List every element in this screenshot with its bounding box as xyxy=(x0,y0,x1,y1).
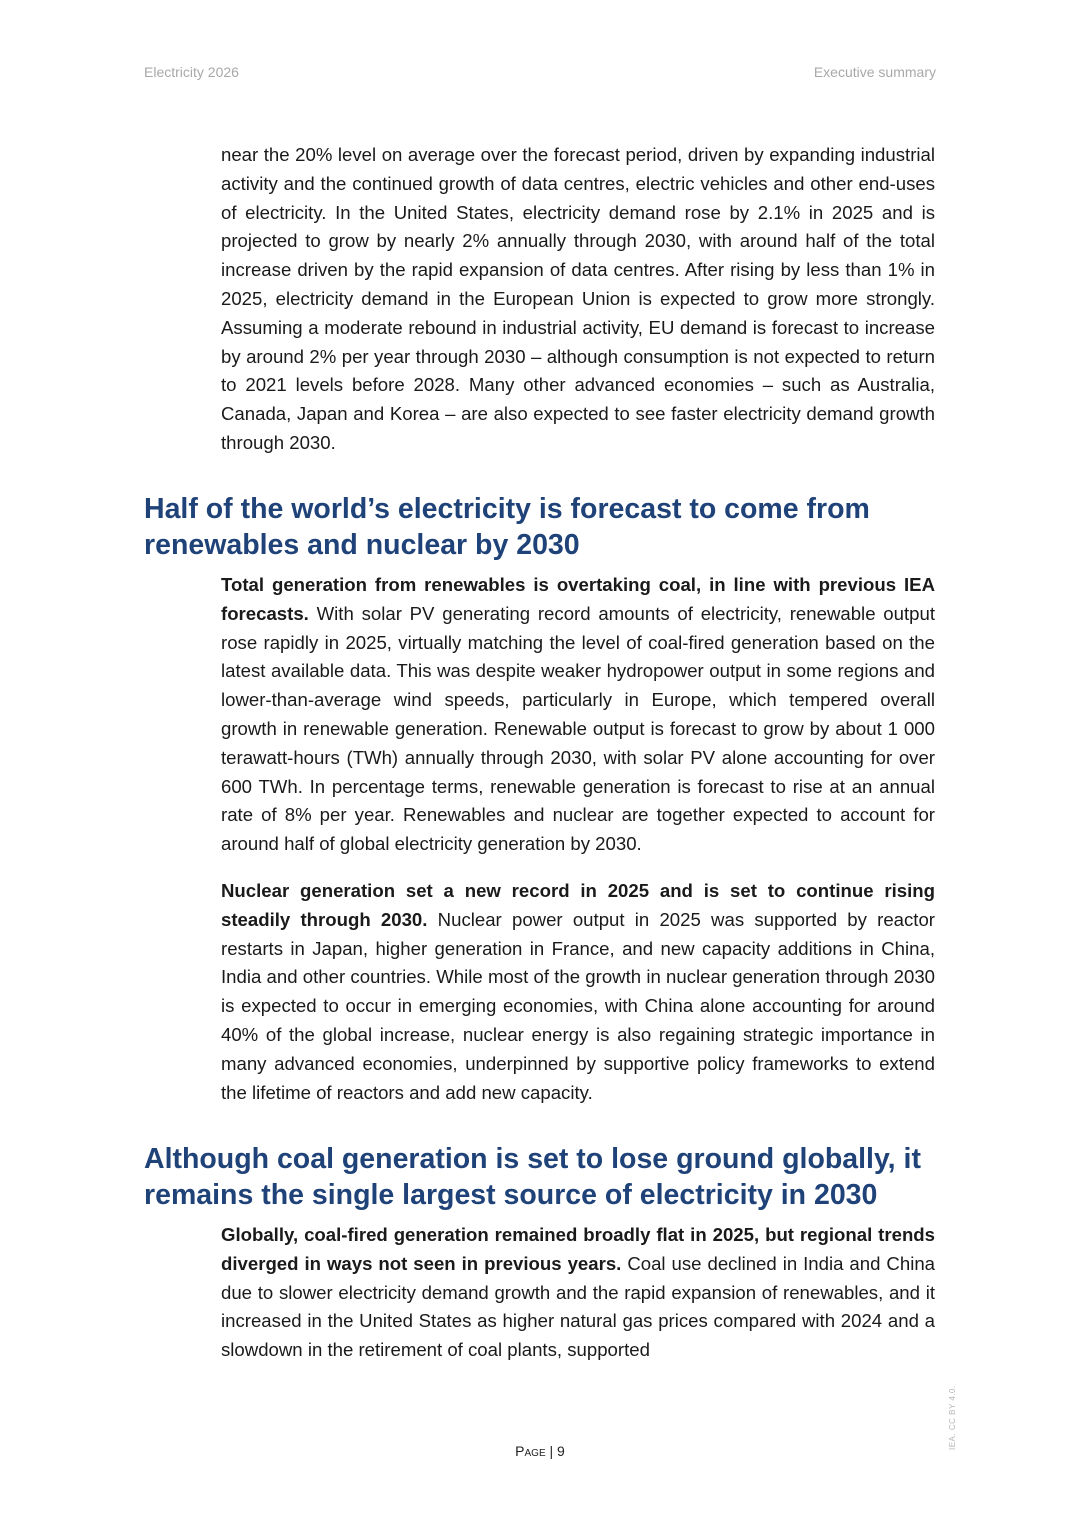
paragraph-text: Coal use declined in India and China due to slower electricity demand growth and the rapid expansion of renewables, and it increased in the United States as higher natural gas prices compared with 2024 and a slowdown in the retirement of coal plants, supported xyxy=(221,1252,936,1361)
header-report-title: Electricity 2026 xyxy=(144,64,239,80)
section-body-coal xyxy=(221,1221,935,1365)
paragraph-text: Nuclear power output in 2025 was supported by reactor restarts in Japan, higher generation in France, and new capacity additions in China, India and other countries. While most of the growth in nuclear generation through 2030 is expected to occur in emerging economies, with China alone accounting for around 40% of the global increase, nuclear energy is also regaining strategic importance in many advanced economies, underpinned by supportive policy frameworks to extend the lifetime of reactors and add new capacity. xyxy=(221,908,936,1103)
page-number-footer xyxy=(0,1443,1080,1459)
page-number: 9 xyxy=(557,1443,565,1459)
page-separator: | xyxy=(545,1443,558,1459)
section-body-renewables-nuclear xyxy=(221,571,935,1107)
license-notice: IEA. CC BY 4.0. xyxy=(948,1385,957,1450)
paragraph-lead: Nuclear generation set a new record in 2025 and is set to continue rising steadily through 2030. xyxy=(221,879,935,930)
paragraph-nuclear xyxy=(221,877,935,1107)
paragraph-lead: Total generation from renewables is overtaking coal, in line with previous IEA forecasts. xyxy=(221,574,935,624)
section-heading-renewables-nuclear: Half of the world’s electricity is forecast to come from renewables and nuclear by 2030 xyxy=(144,493,870,561)
paragraph-text: With solar PV generating record amounts of electricity, renewable output rose rapidly in 2025, virtually matching the level of coal-fired generation based on the latest available data. This was despite weaker hydropower output in some regions and lower-than-average wind speeds, particularly in Europe, which tempered overall growth in renewable generation. Renewable output is forecast to grow by about 1 000 terawatt-hours (TWh) annually through 2030, with solar PV alone accounting for over 600 TWh. In percentage terms, renewable generation is forecast to rise at an annual rate of 8% per year. Renewables and nuclear are together expected to account for around half of global electricity generation by 2030. xyxy=(221,602,935,855)
section-heading-coal: Although coal generation is set to lose ground globally, it remains the single largest source of electricity in 2030 xyxy=(144,1143,921,1211)
paragraph-renewables xyxy=(221,571,935,859)
header-chapter-title: Executive summary xyxy=(813,64,936,80)
paragraph-coal xyxy=(221,1221,935,1365)
page-label: Page xyxy=(515,1443,546,1459)
intro-paragraph-block xyxy=(221,141,935,458)
running-header xyxy=(144,64,936,80)
paragraph-lead: Globally, coal-fired generation remained broadly flat in 2025, but regional trends diverged in ways not seen in previous years. xyxy=(221,1224,935,1274)
intro-paragraph: near the 20% level on average over the forecast period, driven by expanding industrial activity and the continued growth of data centres, electric vehicles and other end-uses of electricity. In the United States, electricity demand rose by 2.1% in 2025 and is projected to grow by nearly 2% annually through 2030, with around half of the total increase driven by the rapid expansion of data centres. After rising by less than 1% in 2025, electricity demand in the European Union is expected to grow more strongly. Assuming a moderate rebound in industrial activity, EU demand is forecast to increase by around 2% per year through 2030 – although consumption is not expected to return to 2021 levels before 2028. Many other advanced economies – such as Australia, Canada, Japan and Korea – are also expected to see faster electricity demand growth through 2030. xyxy=(221,144,935,453)
